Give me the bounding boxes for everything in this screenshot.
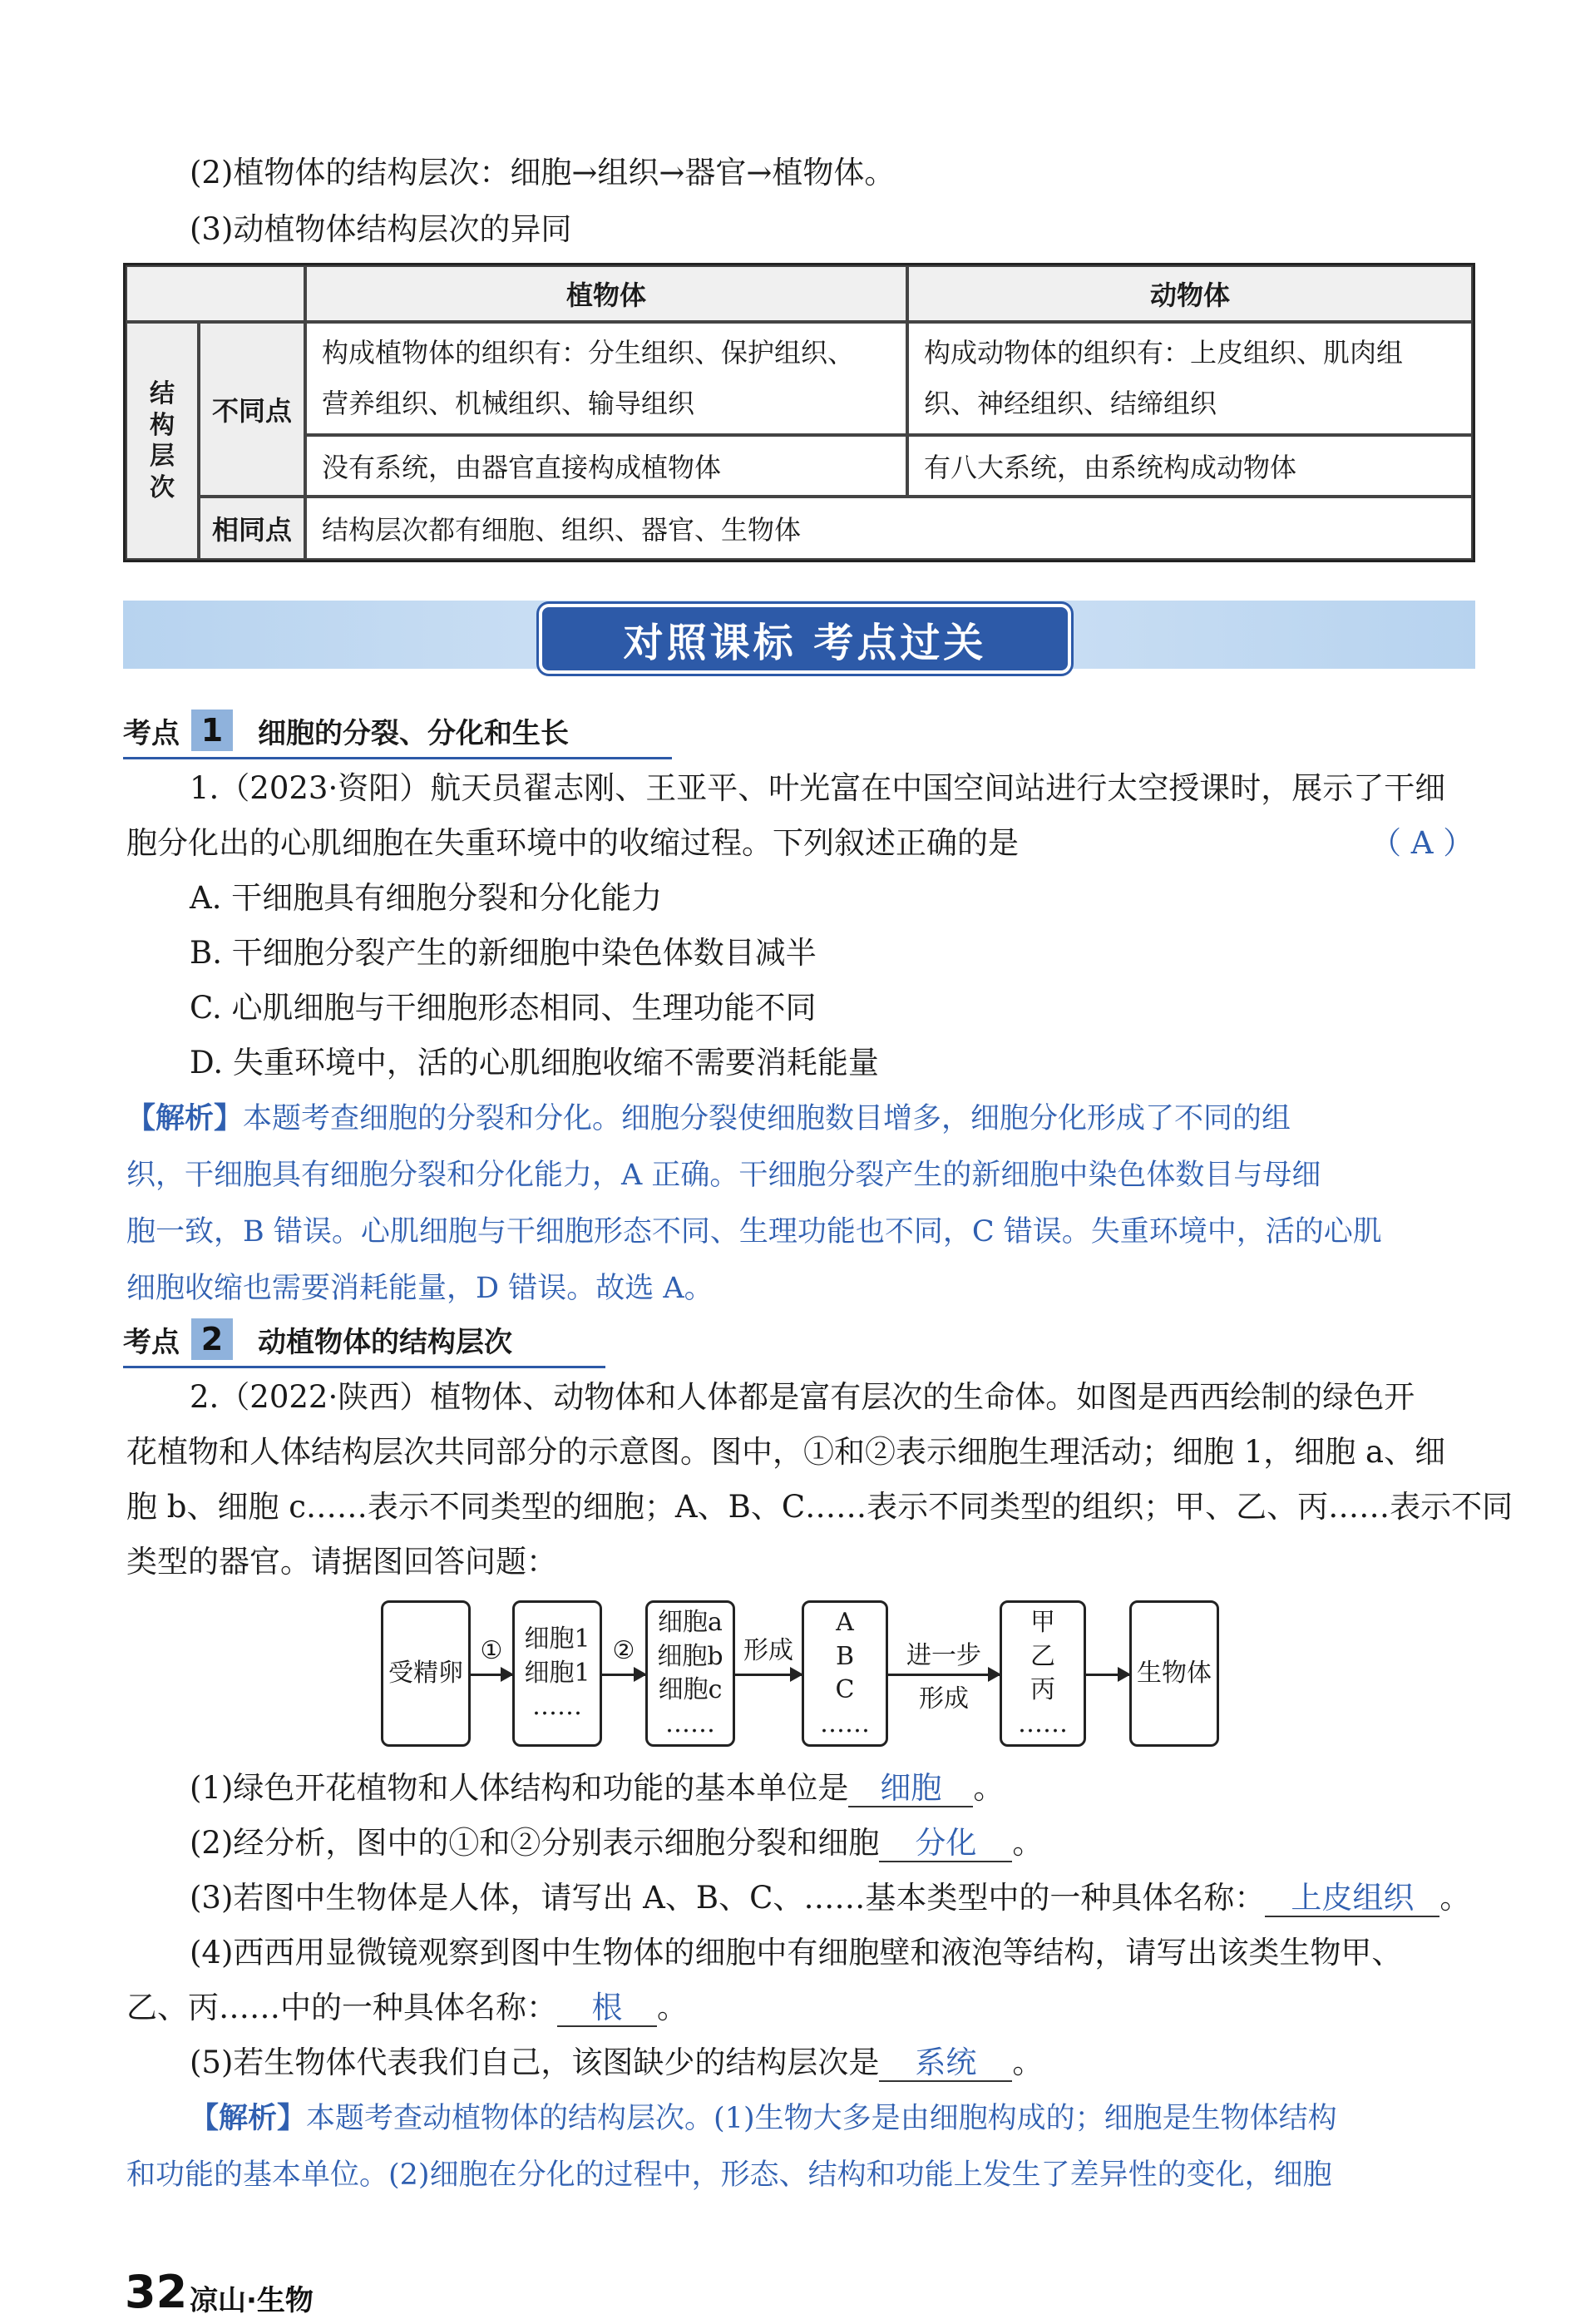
kaodian-2-title: 动植物体的结构层次 (258, 1325, 512, 1359)
q2-sub-1 (190, 1772, 1004, 1807)
flow-organ-jia: 甲 (1030, 1608, 1055, 1637)
q2-sub-3-answer: 上皮组织 (1265, 1881, 1439, 1917)
q1-option-a: A. 干细胞具有细胞分裂和分化能力 (190, 880, 663, 916)
plant-system-cell: 没有系统，由器官直接构成植物体 (305, 435, 907, 497)
flow-arrow-1 (471, 1674, 512, 1676)
flow-box-organs (1000, 1600, 1086, 1747)
animal-system-cell: 有八大系统，由系统构成动物体 (907, 435, 1473, 497)
flow-organism-label: 生物体 (1137, 1658, 1212, 1688)
q1-line-1: 1.（2023·资阳）航天员翟志刚、王亚平、叶光富在中国空间站进行太空授课时，展示了干细 (190, 770, 1446, 806)
flow-arrow-3 (735, 1674, 802, 1676)
q2-explanation-tag: 【解析】 (190, 2102, 307, 2135)
q2-sub-4-text: 乙、丙……中的一种具体名称： (126, 1990, 557, 2025)
kaodian-1-underline (123, 757, 672, 759)
q1-explanation-line-4: 细胞收缩也需要消耗能量，D 错误。故选 A。 (126, 1272, 714, 1305)
q1-line-2: 胞分化出的心肌细胞在失重环境中的收缩过程。下列叙述正确的是 (126, 825, 1019, 861)
flow-box-cells-1 (512, 1600, 602, 1747)
same-label: 相同点 (199, 497, 305, 560)
flow-zygote-label: 受精卵 (388, 1658, 463, 1688)
kaodian-2-heading (123, 1316, 512, 1362)
flow-organ-yi: 乙 (1030, 1641, 1055, 1671)
flow-arrow-2 (602, 1674, 645, 1676)
flow-cell-1-b: 细胞1 (524, 1658, 590, 1688)
header-plant: 植物体 (305, 265, 907, 322)
q1-explanation-line-2: 织，干细胞具有细胞分裂和分化能力，A 正确。干细胞分裂产生的新细胞中染色体数目与母细 (126, 1159, 1321, 1192)
kaodian-2-number: 2 (191, 1318, 233, 1360)
q2-sub-5-answer: 系统 (879, 2046, 1012, 2082)
q2-explanation-line-2: 和功能的基本单位。(2)细胞在分化的过程中，形态、结构和功能上发生了差异性的变化，细胞 (126, 2158, 1332, 2192)
page-number: 32 (125, 2266, 188, 2318)
q2-sub-2-period: 。 (1012, 1825, 1044, 1861)
q1-answer: （ A ） (1370, 825, 1474, 861)
q2-sub-2-answer: 分化 (879, 1827, 1012, 1862)
intro-line-2: (2)植物体的结构层次：细胞→组织→器官→植物体。 (190, 155, 896, 190)
animal-tissue-line-2: 织、神经组织、结缔组织 (924, 388, 1217, 419)
row-group-label: 结构层次 (126, 322, 199, 560)
q1-option-b: B. 干细胞分裂产生的新细胞中染色体数目减半 (190, 935, 817, 971)
same-cell: 结构层次都有细胞、组织、器官、生物体 (305, 497, 1473, 560)
flow-tissue-a: A (836, 1608, 854, 1637)
q2-sub-5-period: 。 (1012, 2045, 1044, 2080)
book-title: 凉山·生物 (190, 2284, 314, 2317)
flow-further-label-1: 进一步 (906, 1641, 981, 1670)
q2-sub-3-period: 。 (1439, 1880, 1471, 1916)
q1-explanation-line-3: 胞一致，B 错误。心肌细胞与干细胞形态不同、生理功能也不同，C 错误。失重环境中，活的心肌 (126, 1215, 1382, 1249)
kaodian-1-number: 1 (191, 710, 233, 751)
flow-cell-1-dots: …… (532, 1692, 582, 1722)
kaodian-2-prefix: 考点 (123, 1325, 180, 1359)
flow-cell-a: 细胞a (658, 1608, 723, 1637)
kaodian-1-prefix: 考点 (123, 716, 180, 750)
plant-tissue-cell (305, 322, 907, 435)
kaodian-1-title: 细胞的分裂、分化和生长 (258, 716, 569, 750)
header-animal: 动物体 (907, 265, 1473, 322)
q2-explanation-line-1 (190, 2103, 1337, 2135)
q2-line-4: 类型的器官。请据图回答问题： (126, 1544, 557, 1580)
section-banner-title: 对照课标 考点过关 (539, 604, 1071, 674)
flow-tissue-b: B (835, 1641, 855, 1671)
q2-sub-3-text: (3)若图中生物体是人体，请写出 A、B、C、……基本类型中的一种具体名称： (190, 1880, 1266, 1916)
q2-sub-4-line-2 (126, 1991, 688, 2027)
flow-step-2-label: ② (612, 1636, 635, 1665)
flow-organ-dots: …… (1018, 1708, 1068, 1738)
q2-sub-5-text: (5)若生物体代表我们自己，该图缺少的结构层次是 (190, 2045, 880, 2080)
plant-tissue-line-2: 营养组织、机械组织、输导组织 (322, 388, 695, 419)
kaodian-2-underline (123, 1366, 605, 1368)
flow-box-tissues (802, 1600, 888, 1747)
intro-line-3: (3)动植物体结构层次的异同 (190, 211, 572, 247)
flow-tissue-c: C (835, 1675, 855, 1704)
flow-step-1-label: ① (480, 1636, 503, 1665)
flow-cell-c: 细胞c (658, 1675, 723, 1704)
table-corner (126, 265, 305, 322)
q2-sub-4-answer: 根 (557, 1991, 657, 2027)
flow-form-label: 形成 (743, 1636, 793, 1665)
q2-line-3: 胞 b、细胞 c……表示不同类型的细胞；A、B、C……表示不同类型的组织；甲、乙、丙……表示不同 (126, 1489, 1513, 1525)
flow-tissue-dots: …… (820, 1708, 870, 1738)
flow-cell-b: 细胞b (657, 1641, 723, 1671)
q1-option-c: C. 心肌细胞与干细胞形态相同、生理功能不同 (190, 990, 817, 1026)
q2-sub-1-text: (1)绿色开花植物和人体结构和功能的基本单位是 (190, 1770, 849, 1806)
flow-box-cells-abc (645, 1600, 735, 1747)
q1-explanation-text-1: 本题考查细胞的分裂和分化。细胞分裂使细胞数目增多，细胞分化形成了不同的组 (243, 1102, 1291, 1135)
plant-tissue-line-1: 构成植物体的组织有：分生组织、保护组织、 (322, 337, 855, 369)
q2-line-1: 2.（2022·陕西）植物体、动物体和人体都是富有层次的生命体。如图是西西绘制的绿色开 (190, 1379, 1415, 1415)
q2-sub-1-period: 。 (973, 1770, 1005, 1806)
flow-cell-1-a: 细胞1 (524, 1624, 590, 1654)
flow-further-label-2: 形成 (919, 1684, 969, 1713)
flow-arrow-4 (888, 1674, 1000, 1676)
q1-explanation-line-1 (126, 1103, 1291, 1135)
kaodian-1-heading (123, 707, 569, 754)
q2-sub-4-line-1: (4)西西用显微镜观察到图中生物体的细胞中有细胞壁和液泡等结构，请写出该类生物甲、 (190, 1935, 1403, 1970)
q2-sub-2 (190, 1827, 1043, 1862)
animal-tissue-cell (907, 322, 1473, 435)
q2-explanation-text-1: 本题考查动植物体的结构层次。(1)生物大多是由细胞构成的；细胞是生物体结构 (306, 2102, 1337, 2135)
q1-option-d: D. 失重环境中，活的心肌细胞收缩不需要消耗能量 (190, 1045, 879, 1080)
q1-explanation-tag: 【解析】 (126, 1102, 244, 1135)
animal-tissue-line-1: 构成动物体的组织有：上皮组织、肌肉组 (924, 337, 1404, 369)
q2-sub-2-text: (2)经分析，图中的①和②分别表示细胞分裂和细胞 (190, 1825, 880, 1861)
flow-cell-abc-dots: …… (665, 1708, 715, 1738)
q2-sub-3 (190, 1881, 1470, 1917)
diff-label: 不同点 (199, 322, 305, 497)
q2-sub-1-answer: 细胞 (848, 1772, 973, 1807)
q2-sub-5 (190, 2046, 1043, 2082)
q2-sub-4-period: 。 (657, 1990, 688, 2025)
flow-arrow-5 (1086, 1674, 1129, 1676)
q2-line-2: 花植物和人体结构层次共同部分的示意图。图中，①和②表示细胞生理活动；细胞 1，细胞 a、细 (126, 1434, 1446, 1470)
flow-organ-bing: 丙 (1030, 1675, 1055, 1704)
comparison-table (123, 263, 1475, 562)
flow-box-organism (1129, 1600, 1219, 1747)
flow-box-zygote (381, 1600, 471, 1747)
